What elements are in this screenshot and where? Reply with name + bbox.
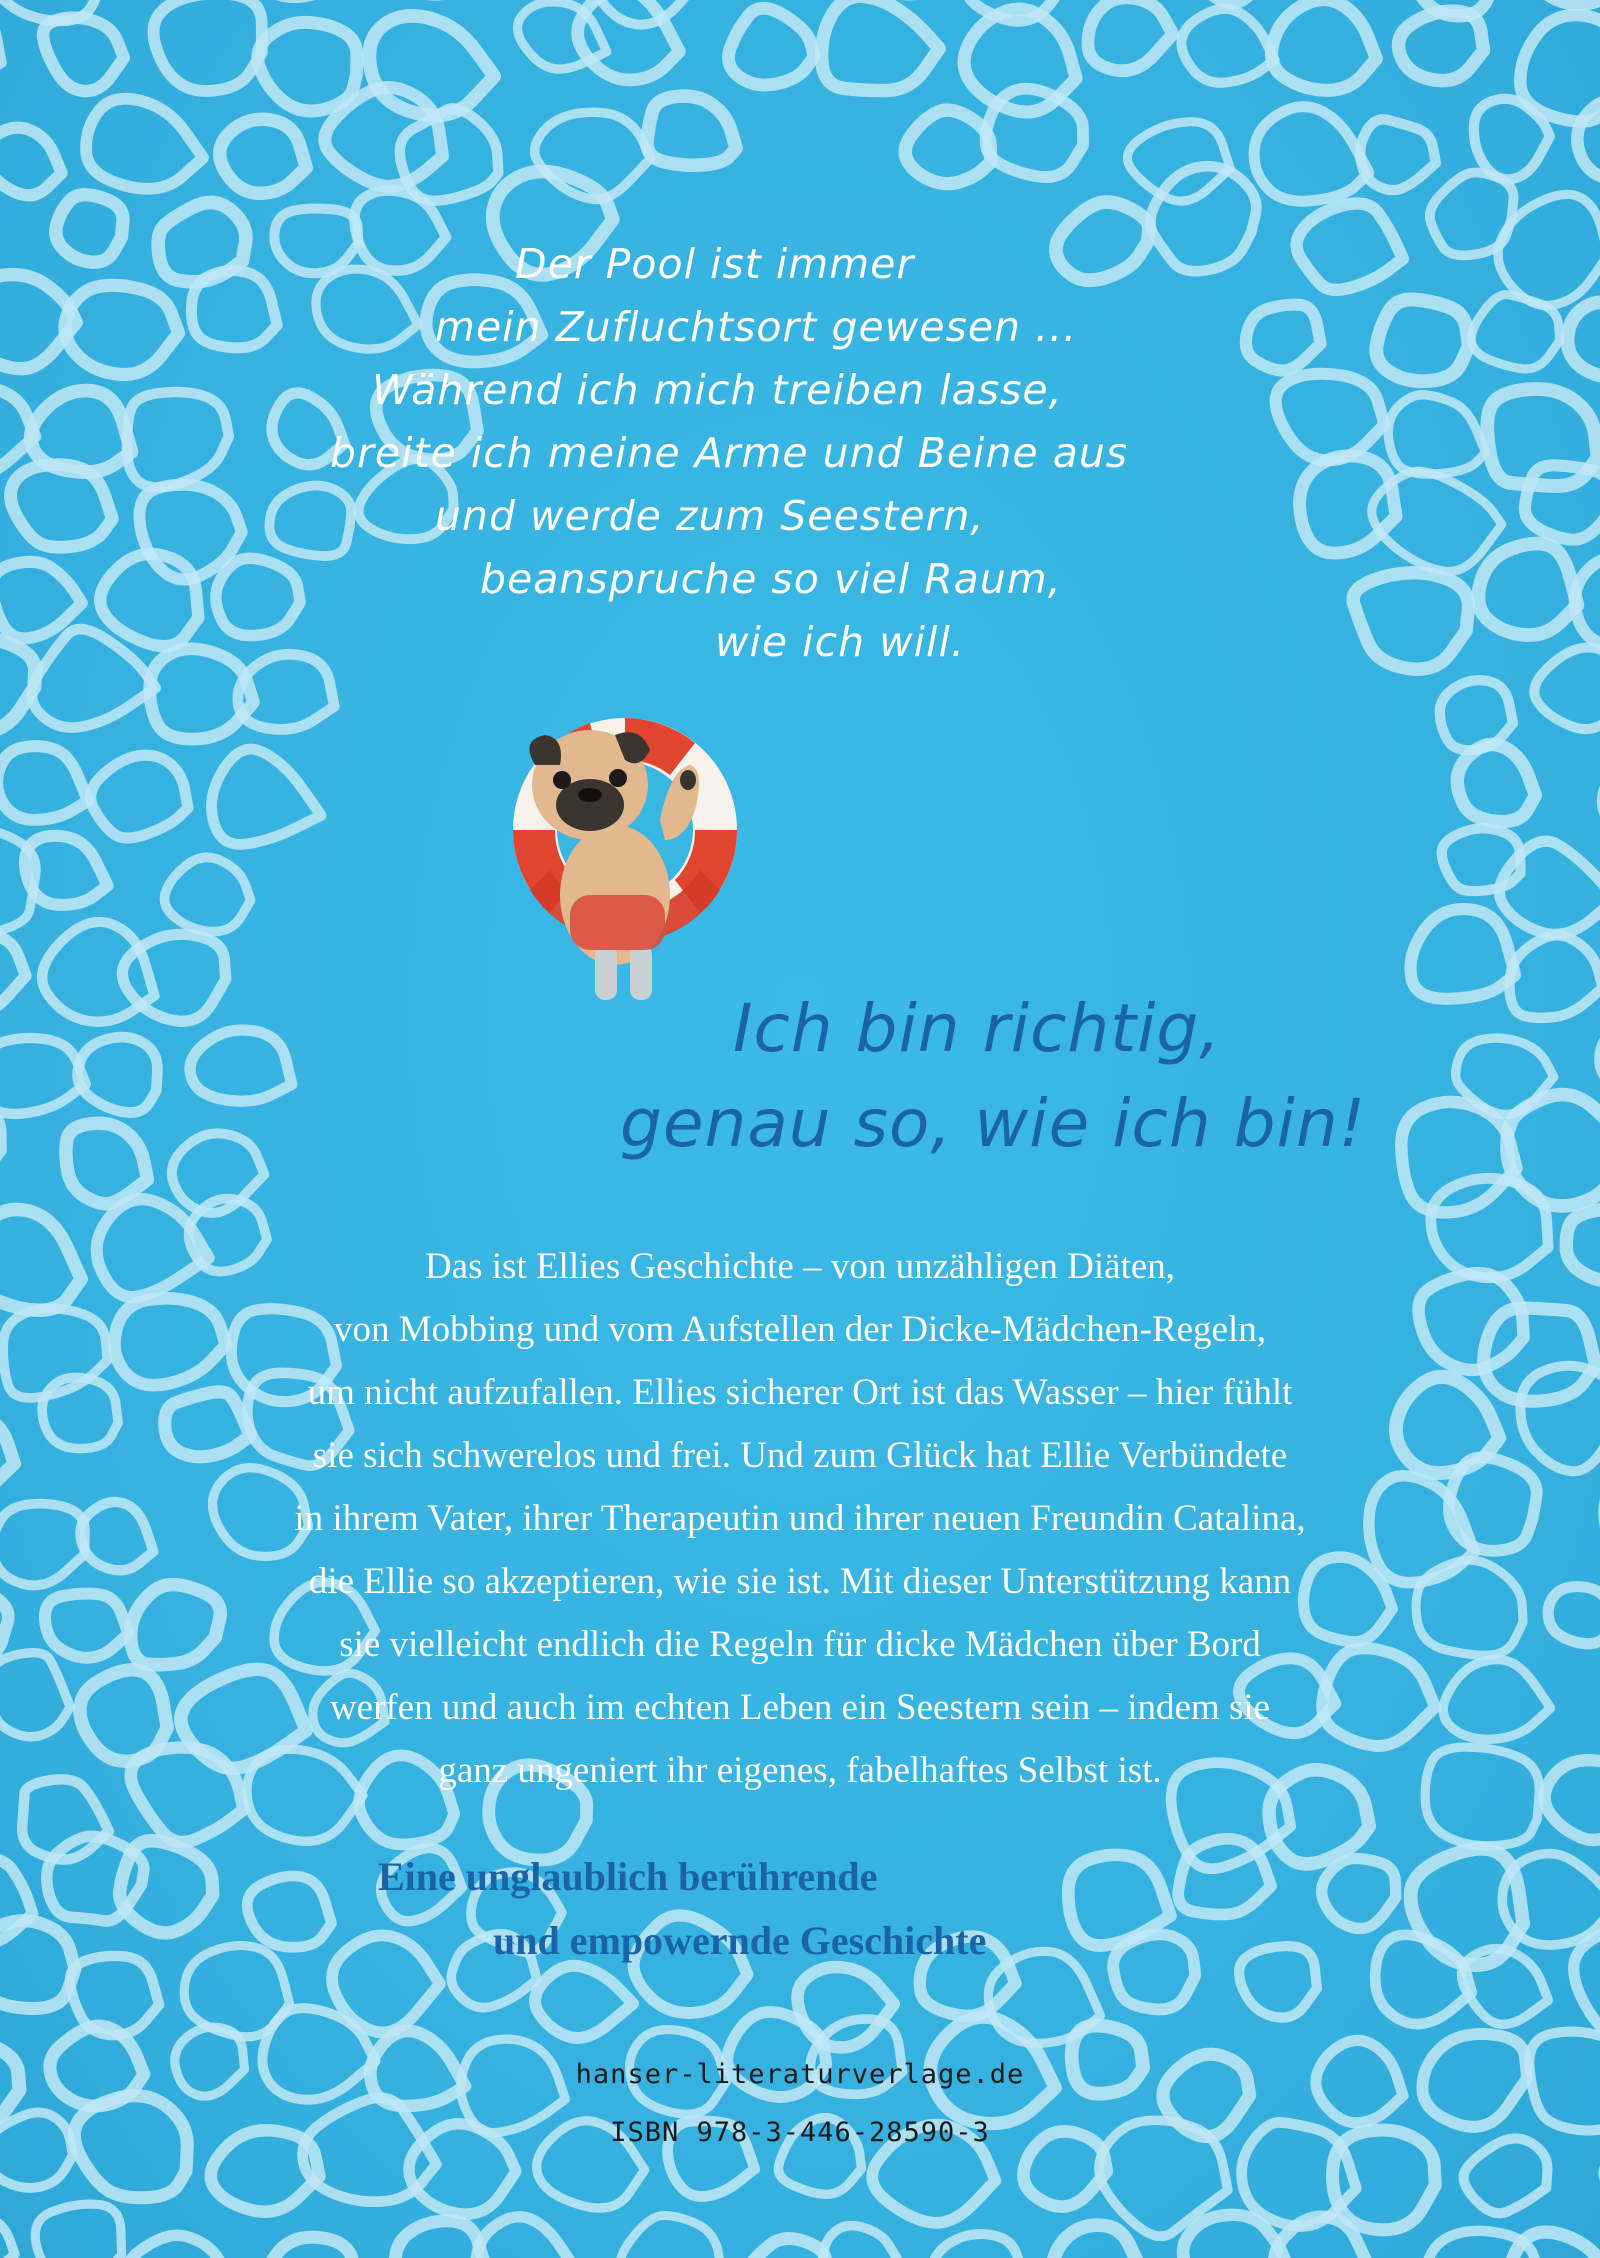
pool-tile-line bbox=[1052, 2225, 1138, 2258]
pool-tile-line bbox=[35, 2204, 121, 2258]
pool-tile-line bbox=[1113, 1934, 1195, 2009]
pool-tile-line bbox=[1239, 1946, 1317, 2017]
blurb-line: sie sich schwerelos und frei. Und zum Glück hat Ellie Verbündete bbox=[312, 1435, 1288, 1476]
claim-line: genau so, wie ich bin! bbox=[620, 1085, 1367, 1162]
pool-tile-line bbox=[86, 99, 203, 189]
pool-tile-line bbox=[269, 486, 351, 557]
pool-tile-line bbox=[1375, 1935, 1472, 2024]
pool-tile-line bbox=[929, 2234, 1021, 2258]
pool-tile-line bbox=[1088, 0, 1173, 71]
pool-tile-line bbox=[1457, 744, 1535, 821]
blurb-line: werfen und auch im echten Leben ein Seestern sein – indem sie bbox=[329, 1687, 1271, 1728]
pool-tile-line bbox=[986, 89, 1083, 177]
quote-line: mein Zufluchtsort gewesen ... bbox=[435, 303, 1078, 351]
pool-tile-line bbox=[747, 2239, 826, 2258]
pool-tile-line bbox=[1471, 295, 1560, 369]
pool-tile-line bbox=[56, 195, 123, 262]
blurb-line: die Ellie so akzeptieren, wie sie ist. Mit dieser Unterstützung kann bbox=[308, 1561, 1292, 1602]
quote-line: breite ich meine Arme und Beine aus bbox=[330, 429, 1129, 477]
pool-tile-line bbox=[66, 1123, 148, 1204]
pool-tile-line bbox=[0, 0, 2, 97]
blurb-line: in ihrem Vater, ihrer Therapeutin und ihrer neuen Freundin Catalina, bbox=[294, 1498, 1306, 1539]
pool-tile-line bbox=[369, 16, 494, 116]
pool-tile-line bbox=[1510, 2232, 1600, 2258]
pool-tile-line bbox=[1500, 841, 1600, 934]
quote-line: wie ich will. bbox=[715, 618, 965, 666]
pool-tile-line bbox=[1322, 1858, 1396, 1928]
pool-tile-line bbox=[1272, 0, 1377, 90]
pool-tile-line bbox=[1388, 395, 1486, 474]
pool-tile-line bbox=[728, 8, 814, 85]
pool-tile-line bbox=[1568, 302, 1600, 376]
pool-tile-line bbox=[0, 935, 26, 1018]
pool-tile-line bbox=[620, 2216, 722, 2258]
pool-tile-line bbox=[65, 285, 179, 374]
pool-tile-line bbox=[1254, 107, 1369, 202]
pool-tile-line bbox=[1478, 543, 1577, 635]
pool-tile-line bbox=[164, 857, 250, 931]
blurb-line: sie vielleicht endlich die Regeln für dicke Mädchen über Bord bbox=[339, 1624, 1261, 1665]
pool-tile-line bbox=[1150, 166, 1256, 271]
pool-tile-line bbox=[1181, 9, 1274, 83]
pool-tile-line bbox=[190, 1030, 292, 1101]
blurb-line: Das ist Ellies Geschichte – von unzähligen Diäten, bbox=[424, 1246, 1176, 1287]
pool-tile-line bbox=[216, 558, 300, 635]
pool-tile-line bbox=[122, 934, 225, 1021]
pool-tile-line bbox=[1297, 203, 1403, 289]
pool-tile-line bbox=[1575, 557, 1600, 648]
pool-tile-line bbox=[0, 2213, 15, 2258]
pool-tile-line bbox=[247, 1876, 331, 1947]
tagline-line: Eine unglaublich berührende bbox=[378, 1854, 878, 1899]
quote-line: und werde zum Seestern, bbox=[435, 492, 985, 540]
publisher-website: hanser-literaturverlage.de bbox=[575, 2059, 1025, 2090]
pool-tile-line bbox=[258, 22, 357, 111]
pool-tile-line bbox=[1360, 119, 1436, 190]
quote-line: beanspruche so viel Raum, bbox=[480, 555, 1062, 603]
pool-tile-line bbox=[91, 755, 188, 838]
pool-tile-line bbox=[78, 1037, 158, 1112]
pool-tile-line bbox=[266, 2237, 355, 2258]
pool-tile-line bbox=[647, 96, 736, 165]
pool-tile-line bbox=[0, 746, 88, 820]
quote-line: Der Pool ist immer bbox=[515, 240, 915, 288]
pool-tile-line bbox=[0, 1857, 33, 1946]
pool-tile-line bbox=[100, 554, 198, 646]
blurb-line: ganz ungeniert ihr eigenes, fabelhaftes Selbst ist. bbox=[438, 1750, 1162, 1791]
pool-tile-line bbox=[1527, 0, 1600, 5]
pool-tile-line bbox=[1534, 648, 1600, 730]
pool-tile-line bbox=[127, 392, 229, 488]
pool-tile-line bbox=[1398, 11, 1483, 81]
pool-tile-line bbox=[191, 271, 277, 348]
blurb-line: von Mobbing und vom Aufstellen der Dicke-Mädchen-Regeln, bbox=[334, 1309, 1266, 1350]
pool-tile-line bbox=[1577, 100, 1600, 180]
pool-tile-line bbox=[11, 465, 113, 548]
quote-line: Während ich mich treiben lasse, bbox=[372, 366, 1063, 414]
pug-life-ring-illustration bbox=[490, 680, 770, 1010]
pool-tile-line bbox=[1509, 935, 1600, 1018]
pool-tile-line bbox=[476, 2217, 575, 2258]
pool-tile-line bbox=[127, 2235, 229, 2258]
pool-tile-line bbox=[0, 128, 62, 196]
pool-tile-line bbox=[1464, 2138, 1548, 2213]
pool-tile-line bbox=[822, 0, 940, 91]
pool-tile-line bbox=[1056, 202, 1149, 280]
pool-tile-line bbox=[220, 119, 307, 193]
pool-tile-line bbox=[1474, 99, 1550, 180]
pool-tile-line bbox=[1194, 0, 1266, 3]
pool-tile-line bbox=[1246, 305, 1321, 371]
pool-tile-line bbox=[1353, 573, 1469, 670]
pool-tile-line bbox=[43, 18, 124, 91]
isbn: ISBN 978-3-446-28590-3 bbox=[610, 2117, 990, 2148]
pool-tile-line bbox=[1411, 909, 1516, 999]
pool-tile-line bbox=[1276, 374, 1385, 461]
pool-tile-line bbox=[400, 109, 499, 201]
pool-tile-line bbox=[578, 0, 680, 80]
pool-tile-line bbox=[535, 1966, 633, 2038]
pool-tile-line bbox=[905, 110, 990, 184]
pool-tile-line bbox=[1178, 1839, 1271, 1915]
pool-tile-line bbox=[212, 749, 322, 844]
pool-tile-line bbox=[1401, 1102, 1516, 1213]
tagline-line: und empowernde Geschichte bbox=[493, 1918, 987, 1963]
pool-tile-line bbox=[154, 0, 262, 91]
pool-tile-line bbox=[274, 208, 358, 273]
pool-tile-line bbox=[823, 2226, 897, 2258]
claim-line: Ich bin richtig, bbox=[733, 990, 1222, 1067]
pool-tile-line bbox=[1376, 299, 1469, 381]
blurb-line: um nicht aufzufallen. Ellies sicherer Ort ist das Wasser – hier fühlt bbox=[307, 1372, 1293, 1413]
pool-tile-line bbox=[316, 269, 418, 349]
